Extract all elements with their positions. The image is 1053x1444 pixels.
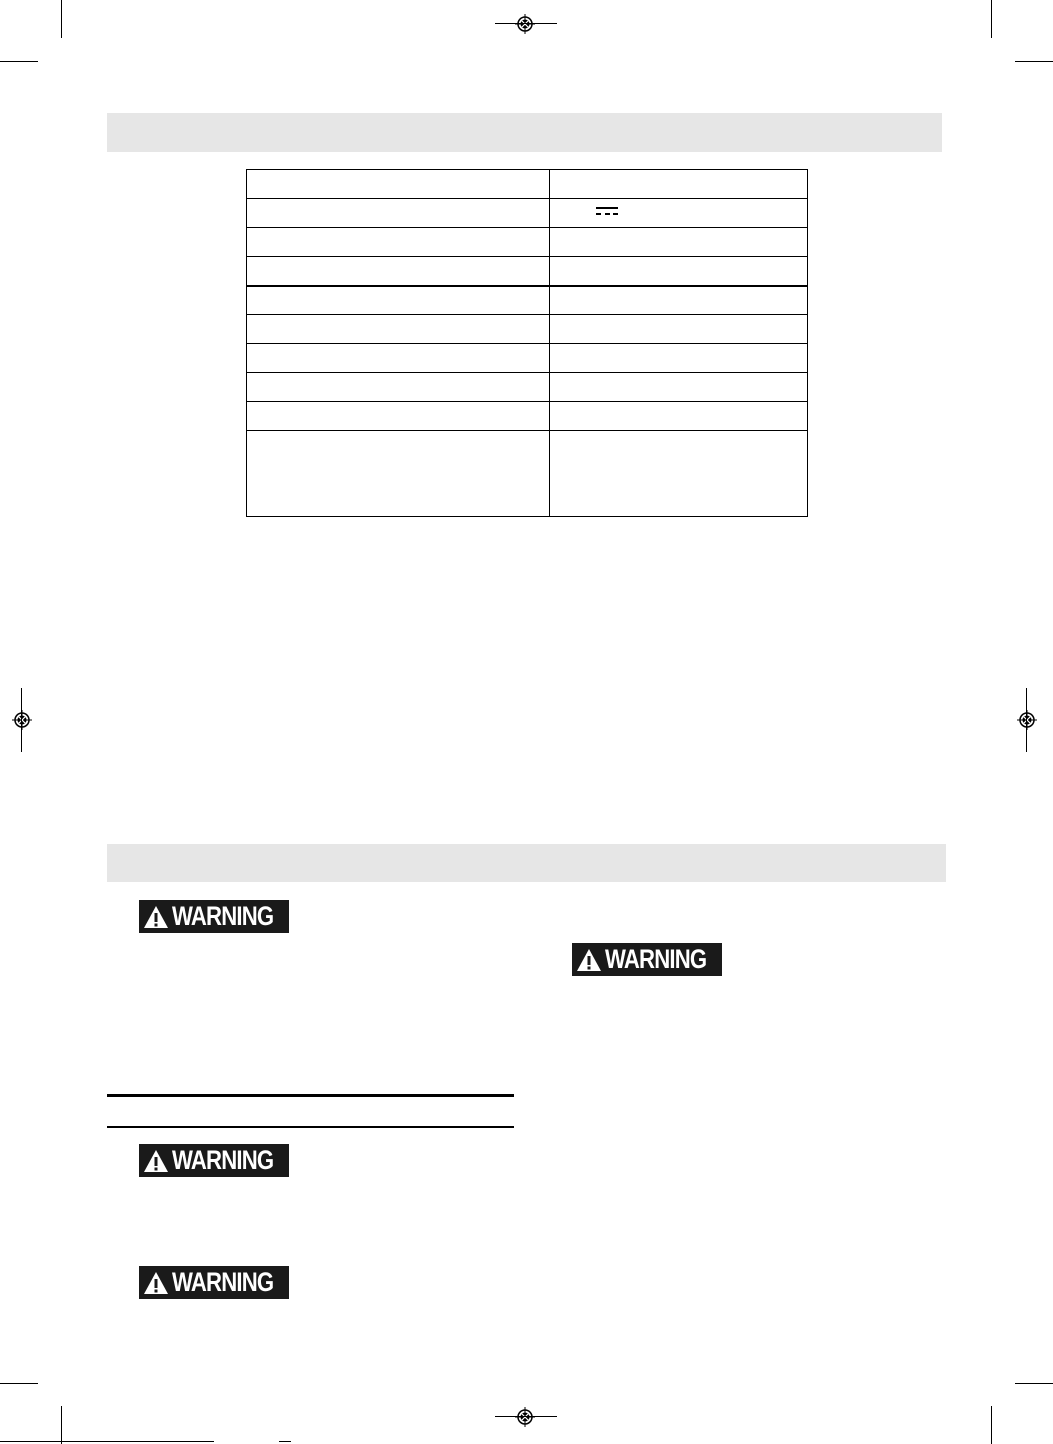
crop-mark-bottom-left-h (0, 1383, 38, 1384)
table-cell-label (247, 431, 550, 517)
table-cell-label (247, 344, 550, 373)
specifications-table (246, 169, 808, 517)
section-header-bar-top (107, 113, 942, 152)
crop-mark-bottom-right-v (991, 1406, 992, 1444)
registration-mark-line-left (21, 688, 23, 752)
table-row (247, 257, 808, 286)
table-row (247, 315, 808, 344)
crop-mark-bottom-left-v (61, 1406, 62, 1444)
warning-label (139, 900, 289, 933)
table-row (247, 199, 808, 228)
table-cell-value (550, 199, 808, 228)
table-cell-label (247, 170, 550, 199)
section-divider-rule (107, 1126, 514, 1128)
crop-mark-top-right-v (991, 0, 992, 38)
table-row (247, 228, 808, 257)
warning-label-text: WARNING (172, 1267, 274, 1297)
warning-triangle-icon (143, 1149, 169, 1173)
table-row (247, 431, 808, 517)
table-cell-value (550, 402, 808, 431)
table-row (247, 170, 808, 199)
warning-label-text: WARNING (172, 1145, 274, 1175)
warning-triangle-icon (576, 948, 602, 972)
table-cell-label (247, 402, 550, 431)
crop-mark-bottom-right-h (1015, 1383, 1053, 1384)
bottom-edge-line (0, 1441, 214, 1442)
table-cell-value (550, 257, 808, 286)
table-cell-label (247, 286, 550, 315)
table-row (247, 286, 808, 315)
bottom-edge-tick (279, 1441, 291, 1442)
table-cell-value (550, 344, 808, 373)
registration-mark-line-right (1026, 688, 1028, 752)
warning-triangle-icon (143, 905, 169, 929)
table-cell-label (247, 257, 550, 286)
section-header-bar-middle (107, 844, 946, 882)
warning-label-text: WARNING (605, 944, 707, 974)
registration-mark-line-top (495, 23, 557, 25)
section-divider-rule (107, 1094, 514, 1097)
table-cell-label (247, 373, 550, 402)
warning-label (139, 1144, 289, 1177)
crop-mark-top-left-v (61, 0, 62, 38)
warning-triangle-icon (143, 1271, 169, 1295)
table-cell-label (247, 199, 550, 228)
registration-mark-line-bottom (495, 1416, 557, 1418)
table-cell-value (550, 170, 808, 199)
table-cell-value (550, 431, 808, 517)
table-row (247, 402, 808, 431)
table-row (247, 344, 808, 373)
crop-mark-top-right-h (1015, 61, 1053, 62)
table-cell-value (550, 315, 808, 344)
table-cell-label (247, 315, 550, 344)
table-cell-value (550, 373, 808, 402)
table-row (247, 373, 808, 402)
warning-label (139, 1266, 289, 1299)
table-cell-value (550, 228, 808, 257)
warning-label-text: WARNING (172, 901, 274, 931)
warning-label (572, 943, 722, 976)
crop-mark-top-left-h (0, 61, 38, 62)
dc-current-symbol-icon (596, 207, 618, 216)
table-cell-value (550, 286, 808, 315)
table-cell-label (247, 228, 550, 257)
